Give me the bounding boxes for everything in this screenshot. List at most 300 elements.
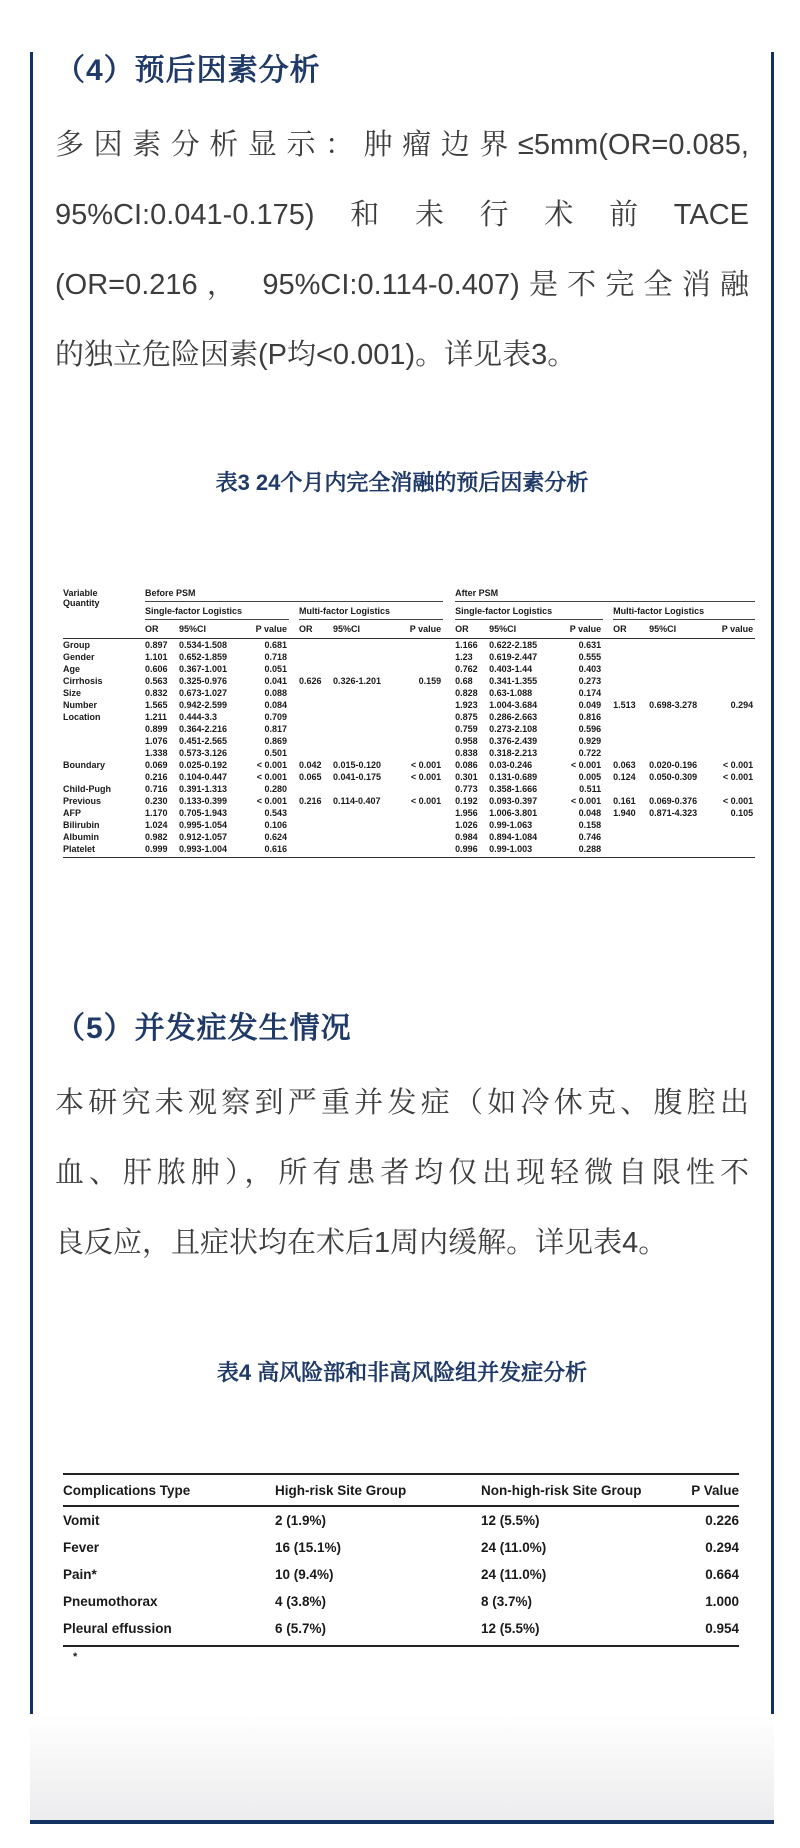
table-cell: < 0.001 <box>570 796 602 806</box>
table4-container <box>63 1473 749 1663</box>
table-cell: 0.942-2.599 <box>179 700 228 710</box>
table4-header <box>63 1474 739 1506</box>
table-cell <box>649 819 719 831</box>
table-cell <box>719 723 755 735</box>
table-row <box>63 699 755 711</box>
table-cell <box>405 639 443 652</box>
table-cell: 0.286-2.663 <box>489 712 538 722</box>
table-cell: 0.929 <box>578 736 602 746</box>
table-cell <box>333 699 405 711</box>
table-cell: 0.912-1.057 <box>179 832 228 842</box>
table-cell: 0.005 <box>578 772 602 782</box>
paragraph-line: 血、肝脓肿），所有患者均仅出现轻微自限性不 <box>55 1157 749 1189</box>
table-row <box>63 831 755 843</box>
row-label: Boundary <box>63 760 106 770</box>
table-cell <box>299 639 333 652</box>
table-cell: 0.280 <box>264 784 287 794</box>
table-cell: 0.069-0.376 <box>649 796 698 806</box>
table-cell: 0.982 <box>145 832 168 842</box>
row-label: Bilirubin <box>63 820 100 830</box>
table-cell: 0.511 <box>579 784 602 794</box>
table-cell: 1.004-3.684 <box>489 700 538 710</box>
table-cell <box>613 819 649 831</box>
table-cell: 24 (11.0%) <box>481 1540 547 1555</box>
table3-header <box>63 588 755 639</box>
col-ci: 95%CI <box>649 620 719 639</box>
table-cell: 0.104-0.447 <box>179 772 228 782</box>
table-cell <box>719 663 755 675</box>
table-row <box>63 651 755 663</box>
spacer <box>603 711 613 723</box>
table-cell <box>613 663 649 675</box>
table-row <box>63 735 755 747</box>
table-cell: 0.63-1.088 <box>489 688 533 698</box>
table-cell <box>613 783 649 795</box>
col-non-high-risk-group: Non-high-risk Site Group <box>481 1474 679 1506</box>
paragraph-line: 本研究未观察到严重并发症（如冷休克、腹腔出 <box>55 1087 749 1119</box>
spacer <box>603 675 613 687</box>
table-cell: 4 (3.8%) <box>275 1594 327 1609</box>
spacer <box>443 747 455 759</box>
table-cell: 0.534-1.508 <box>179 640 228 650</box>
col-pvalue: P value <box>719 620 755 639</box>
table-cell: 0.664 <box>705 1567 739 1582</box>
table-cell <box>649 687 719 699</box>
table-cell <box>649 747 719 759</box>
col-or: OR <box>455 620 489 639</box>
table-cell: 12 (5.5%) <box>481 1615 679 1646</box>
table-cell: 0.652-1.859 <box>179 652 228 662</box>
table-cell: 0.563 <box>145 676 168 686</box>
table-cell: 0.216 <box>145 772 168 782</box>
table-cell: 0.817 <box>264 724 287 734</box>
table-cell <box>299 783 333 795</box>
spacer <box>289 602 299 620</box>
spacer <box>443 807 455 819</box>
spacer <box>603 639 613 652</box>
table-cell: 0.114-0.407 <box>333 796 381 806</box>
table-cell: 0.624 <box>264 832 287 842</box>
table-cell: 0.954 <box>679 1615 739 1646</box>
table-cell: 0.273-2.108 <box>489 724 538 734</box>
table-cell: < 0.001 <box>722 796 754 806</box>
table-cell: 0.084 <box>264 700 287 710</box>
table-cell: 0.086 <box>455 760 478 770</box>
table-cell: 0.832 <box>145 688 168 698</box>
table-row <box>63 771 755 783</box>
spacer <box>603 747 613 759</box>
spacer <box>289 735 299 747</box>
table-cell: 0.698-3.278 <box>649 700 698 710</box>
table-cell <box>405 807 443 819</box>
table-cell: 10 (9.4%) <box>275 1567 334 1582</box>
table-cell: 0.048 <box>578 808 602 818</box>
table-cell <box>649 723 719 735</box>
spacer <box>443 663 455 675</box>
table-row <box>63 747 755 759</box>
section-5-paragraph <box>55 1068 749 1278</box>
table-cell: 0.226 <box>705 1513 739 1528</box>
stub-line: Quantity <box>63 598 100 608</box>
row-label: Albumin <box>63 832 99 842</box>
spacer <box>603 795 613 807</box>
spacer <box>603 620 613 639</box>
table-cell: 0.616 <box>251 843 289 858</box>
table-cell <box>405 843 443 858</box>
spacer <box>603 699 613 711</box>
table-cell <box>333 819 405 831</box>
table-cell: 0.451-2.565 <box>179 736 228 746</box>
row-label: Fever <box>63 1540 100 1555</box>
spacer <box>603 807 613 819</box>
table-cell <box>719 843 755 858</box>
row-label: Age <box>63 664 81 674</box>
table-cell: 0.996 <box>455 843 489 858</box>
subgroup-single-factor: Single-factor Logistics <box>455 602 603 620</box>
col-ci: 95%CI <box>333 620 405 639</box>
table-cell: 0.716 <box>145 784 168 794</box>
table-cell <box>613 675 649 687</box>
table-cell <box>405 711 443 723</box>
table-cell <box>613 723 649 735</box>
table-cell: 1.338 <box>145 748 168 758</box>
table3-group-after-psm: After PSM <box>455 588 755 602</box>
spacer <box>443 639 455 652</box>
table-cell <box>405 663 443 675</box>
spacer <box>289 795 299 807</box>
table3-group-before-psm: Before PSM <box>145 588 443 602</box>
table-cell: 0.619-2.447 <box>489 652 538 662</box>
table-cell: 1.23 <box>455 652 473 662</box>
table-cell: 0.869 <box>264 736 287 746</box>
table-cell <box>405 699 443 711</box>
table-cell: 0.543 <box>264 808 287 818</box>
spacer <box>443 711 455 723</box>
table-cell: < 0.001 <box>256 772 287 782</box>
table-cell: < 0.001 <box>256 796 287 806</box>
table3-column-header-row <box>63 620 755 639</box>
table-cell: 16 (15.1%) <box>275 1540 342 1555</box>
spacer <box>443 819 455 831</box>
table-cell: 6 (5.7%) <box>275 1615 481 1646</box>
table-cell <box>405 687 443 699</box>
table-cell: 0.376-2.439 <box>489 736 538 746</box>
table-cell: 1.170 <box>145 808 168 818</box>
table-cell <box>649 783 719 795</box>
col-or: OR <box>299 620 333 639</box>
table4-title: 表4 高风险部和非高风险组并发症分析 <box>216 1360 588 1385</box>
table-cell: < 0.001 <box>722 772 754 782</box>
row-label: Cirrhosis <box>63 676 103 686</box>
table-cell <box>333 831 405 843</box>
table-cell <box>719 651 755 663</box>
section-4-heading: （4）预后因素分析 <box>55 54 321 87</box>
spacer <box>289 831 299 843</box>
table-cell: 1.956 <box>455 808 478 818</box>
table-cell <box>719 675 755 687</box>
table-cell: 1.000 <box>705 1594 739 1609</box>
table-cell: 0.288 <box>561 843 603 858</box>
table-cell <box>333 711 405 723</box>
table-cell <box>613 747 649 759</box>
table-cell: 0.993-1.004 <box>179 843 251 858</box>
spacer <box>289 699 299 711</box>
row-label: Pneumothorax <box>63 1594 158 1609</box>
spacer <box>443 651 455 663</box>
table3-stub-header <box>63 588 145 639</box>
table-cell: 0.555 <box>578 652 602 662</box>
table-cell: 0.230 <box>145 796 168 806</box>
table3-container <box>63 588 754 858</box>
table-cell: < 0.001 <box>256 760 287 770</box>
table-cell: 0.301 <box>455 772 478 782</box>
table-cell: 0.709 <box>264 712 287 722</box>
section-4-paragraph <box>55 110 749 390</box>
row-label: Previous <box>63 796 102 806</box>
table-cell <box>299 735 333 747</box>
table-cell <box>649 831 719 843</box>
table-cell <box>333 687 405 699</box>
spacer <box>443 675 455 687</box>
table-cell: 0.041-0.175 <box>333 772 382 782</box>
col-ci: 95%CI <box>489 620 561 639</box>
table-row <box>63 687 755 699</box>
table-cell <box>299 699 333 711</box>
table-cell <box>333 735 405 747</box>
table-cell <box>719 735 755 747</box>
table-cell: 0.049 <box>578 700 602 710</box>
spacer <box>603 843 613 858</box>
table-cell <box>333 747 405 759</box>
table-cell: 0.984 <box>455 832 478 842</box>
table-cell: 0.871-4.323 <box>649 808 698 818</box>
table-cell: 0.816 <box>578 712 602 722</box>
table-cell: 0.626 <box>299 676 322 686</box>
table-cell: 0.995-1.054 <box>179 820 228 830</box>
row-label: AFP <box>63 808 81 818</box>
table-cell: 0.273 <box>578 676 602 686</box>
row-label <box>63 723 145 735</box>
spacer <box>289 771 299 783</box>
spacer <box>603 759 613 771</box>
table-cell: 0.192 <box>455 796 478 806</box>
table-cell: 0.631 <box>578 640 602 650</box>
row-label <box>63 747 145 759</box>
table-cell: 0.999 <box>145 843 179 858</box>
table-cell: 0.069 <box>145 760 168 770</box>
spacer <box>603 783 613 795</box>
table-cell <box>299 663 333 675</box>
paragraph-line: (OR=0.216， 95%CI:0.114-0.407)是不完全消融 <box>55 269 749 301</box>
table-cell: 0.294 <box>705 1540 739 1555</box>
spacer <box>443 759 455 771</box>
table-cell: < 0.001 <box>410 760 442 770</box>
table-cell: 0.894-1.084 <box>489 832 538 842</box>
paragraph-line: 的独立危险因素(P均<0.001)。详见表3。 <box>55 339 577 371</box>
row-label: Location <box>63 712 101 722</box>
table-cell <box>613 651 649 663</box>
table-cell: 12 (5.5%) <box>481 1513 540 1528</box>
spacer <box>443 620 455 639</box>
table-cell <box>299 819 333 831</box>
spacer <box>603 735 613 747</box>
article-card-body <box>30 52 774 1714</box>
table-cell: 0.358-1.666 <box>489 784 538 794</box>
spacer <box>289 663 299 675</box>
table-cell: 0.041 <box>264 676 287 686</box>
table-cell: 0.762 <box>455 664 478 674</box>
table-cell: 0.722 <box>578 748 602 758</box>
table-cell: 0.161 <box>613 796 636 806</box>
table-cell: 0.088 <box>264 688 287 698</box>
table-cell: 0.367-1.001 <box>179 664 228 674</box>
table-cell <box>405 735 443 747</box>
section-5-heading: （5）并发症发生情况 <box>55 1012 352 1045</box>
table-cell: 0.718 <box>264 652 287 662</box>
col-or: OR <box>145 620 179 639</box>
spacer <box>603 602 613 620</box>
table-cell <box>719 819 755 831</box>
row-label: Pain* <box>63 1567 97 1582</box>
table-cell: 1.076 <box>145 736 168 746</box>
col-pvalue: P value <box>405 620 443 639</box>
table-cell <box>333 783 405 795</box>
table-cell: 0.174 <box>578 688 602 698</box>
table4-body <box>63 1506 739 1646</box>
table-cell <box>613 711 649 723</box>
spacer <box>603 771 613 783</box>
subgroup-multi-factor: Multi-factor Logistics <box>613 602 755 620</box>
table-cell: 0.746 <box>578 832 602 842</box>
row-label: Pleural effussion <box>63 1615 275 1646</box>
table-row <box>63 1506 739 1534</box>
spacer <box>603 687 613 699</box>
table-cell: < 0.001 <box>570 760 602 770</box>
table-row <box>63 807 755 819</box>
col-ci: 95%CI <box>179 620 251 639</box>
table-cell <box>649 735 719 747</box>
table-cell: 0.216 <box>299 796 322 806</box>
table-cell: 0.318-2.213 <box>489 748 538 758</box>
table-row <box>63 675 755 687</box>
spacer <box>289 843 299 858</box>
table-cell: 0.025-0.192 <box>179 760 228 770</box>
table-cell: < 0.001 <box>722 760 754 770</box>
table-cell: 0.131-0.689 <box>489 772 538 782</box>
spacer <box>289 639 299 652</box>
table-cell <box>299 807 333 819</box>
col-or: OR <box>613 620 649 639</box>
spacer <box>443 843 455 858</box>
table-cell: 0.015-0.120 <box>333 760 382 770</box>
table-cell: 0.065 <box>299 772 322 782</box>
table-cell: 0.050-0.309 <box>649 772 698 782</box>
spacer <box>603 819 613 831</box>
subgroup-single-factor: Single-factor Logistics <box>145 602 289 620</box>
table-cell <box>299 831 333 843</box>
table-cell: 0.124 <box>613 772 636 782</box>
table-cell: 0.403-1.44 <box>489 664 533 674</box>
spacer <box>289 620 299 639</box>
table-cell <box>333 843 405 858</box>
spacer <box>443 795 455 807</box>
table-cell: 24 (11.0%) <box>481 1567 547 1582</box>
table-cell: 0.673-1.027 <box>179 688 228 698</box>
table-cell <box>719 783 755 795</box>
spacer <box>289 783 299 795</box>
paragraph-line: 良反应，且症状均在术后1周内缓解。详见表4。 <box>55 1227 668 1259</box>
table-cell: 0.093-0.397 <box>489 796 538 806</box>
table-cell <box>649 651 719 663</box>
spacer <box>443 723 455 735</box>
table-cell: 0.341-1.355 <box>489 676 538 686</box>
table-cell <box>333 651 405 663</box>
table-cell: 0.828 <box>455 688 478 698</box>
spacer <box>289 723 299 735</box>
table-cell: 0.99-1.003 <box>489 843 561 858</box>
spacer <box>289 711 299 723</box>
article-card <box>30 0 774 1824</box>
table-cell <box>613 831 649 843</box>
table-row <box>63 1561 739 1588</box>
table-cell: 0.158 <box>578 820 602 830</box>
spacer <box>289 807 299 819</box>
table-cell <box>405 831 443 843</box>
col-pvalue: P value <box>561 620 603 639</box>
table-cell: 0.105 <box>730 808 754 818</box>
table-cell: 0.326-1.201 <box>333 676 382 686</box>
paragraph-line: 95%CI:0.041-0.175)和未行术前TACE <box>55 199 749 231</box>
table-cell: 0.773 <box>455 784 478 794</box>
table4-footnote: * <box>73 1651 78 1663</box>
row-label: Child-Pugh <box>63 784 111 794</box>
col-p-value: P Value <box>679 1474 739 1506</box>
table-cell <box>299 843 333 858</box>
table-row <box>63 783 755 795</box>
table-row <box>63 819 755 831</box>
table-cell: 0.391-1.313 <box>179 784 228 794</box>
table-cell: 1.211 <box>145 712 168 722</box>
table-cell: 0.596 <box>578 724 602 734</box>
table-cell: 0.042 <box>299 760 322 770</box>
spacer <box>443 699 455 711</box>
spacer <box>443 771 455 783</box>
row-label <box>63 735 145 747</box>
table-row <box>63 759 755 771</box>
card-bottom-fade <box>30 1714 774 1824</box>
table-cell <box>299 747 333 759</box>
table-cell <box>649 711 719 723</box>
table3-body <box>63 639 755 858</box>
table-row <box>63 1534 739 1561</box>
table-cell <box>333 663 405 675</box>
col-complications-type: Complications Type <box>63 1474 275 1506</box>
table-cell: < 0.001 <box>410 772 442 782</box>
table-cell: 0.838 <box>455 748 478 758</box>
spacer <box>603 651 613 663</box>
table-cell: 0.063 <box>613 760 636 770</box>
table-cell: 1.940 <box>613 808 636 818</box>
table-cell <box>405 783 443 795</box>
table-row <box>63 1615 739 1646</box>
table-cell <box>333 807 405 819</box>
table-cell <box>649 675 719 687</box>
table-cell <box>299 711 333 723</box>
table4-complications <box>63 1473 739 1647</box>
table-cell: 1.513 <box>613 700 636 710</box>
table-cell <box>299 651 333 663</box>
table-cell <box>299 687 333 699</box>
